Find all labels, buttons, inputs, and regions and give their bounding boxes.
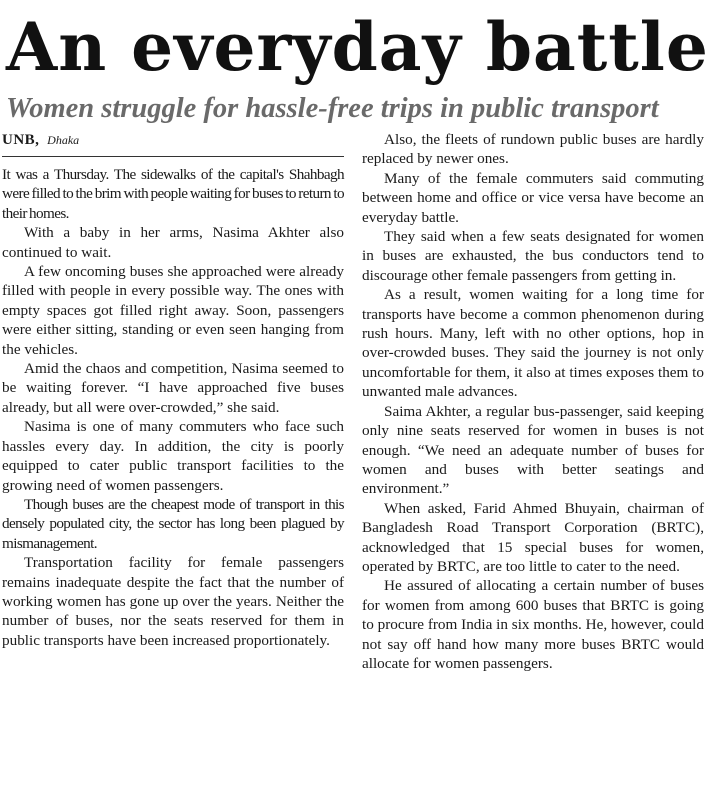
paragraph: Saima Akhter, a regular bus-passenger, said keeping only nine seats reserved for women in buses is not enough. “We need an adequate number of buses for women and buses with better seatings and environment.”	[362, 402, 704, 498]
paragraph: Transportation facility for female passengers remains inadequate despite the fact that the number of working women has gone up over the years. Neither the number of buses, nor the seats reserved for them in public transports have been increased proportionately.	[2, 554, 344, 649]
paragraph: With a baby in her arms, Nasima Akhter also continued to wait.	[2, 224, 344, 261]
byline	[2, 130, 344, 157]
paragraph: Many of the female commuters said commuting between home and office or vice versa have become an everyday battle.	[362, 169, 704, 226]
paragraph: Though buses are the cheapest mode of transport in this densely populated city, the sector has long been plagued by mismanagement.	[2, 495, 344, 552]
paragraph: Also, the fleets of rundown public buses are hardly replaced by newer ones.	[362, 131, 704, 168]
byline-agency: UNB,	[2, 132, 40, 148]
paragraph: As a result, women waiting for a long time for transports have become a common phenomenon during rush hours. Many, left with no other options, hop in over-crowded buses. They said the journey is not only uncomfortable for them, it also at times exposes them to unwanted male advances.	[362, 286, 704, 401]
headline: An everyday battle	[6, 8, 709, 86]
byline-location: Dhaka	[47, 133, 80, 147]
paragraph: When asked, Farid Ahmed Bhuyain, chairman of Bangladesh Road Transport Corporation (BRTC), acknowledged that 15 special buses for women, operated by BRTC, are too little to cater to the need.	[362, 499, 704, 575]
paragraph: They said when a few seats designated for women in buses are exhausted, the bus conductors tend to discourage other female passengers from getting in.	[362, 228, 704, 284]
paragraph: A few oncoming buses she approached were already filled with people in every possible way. The ones with empty spaces got filled right away. Soon, passengers were either sitting, standing or even seen hanging from the vehicles.	[2, 263, 344, 358]
subheadline: Women struggle for hassle-free trips in public transport	[6, 93, 659, 124]
left-column	[2, 130, 344, 650]
paragraph: Nasima is one of many commuters who face such hassles every day. In addition, the city is poorly equipped to cater public transport facilities to the growing need of women passengers.	[2, 418, 344, 494]
paragraph: It was a Thursday. The sidewalks of the capital's Shahbagh were filled to the brim with people waiting for buses to return to their homes.	[2, 166, 344, 222]
paragraph: He assured of allocating a certain number of buses for women from among 600 buses that BRTC is going to procure from India in six months. He, however, could not say off hand how many more buses BRTC would allocate for women passengers.	[362, 577, 704, 672]
right-column	[362, 130, 704, 673]
paragraph: Amid the chaos and competition, Nasima seemed to be waiting forever. “I have approached five buses already, but all were over-crowded,” she said.	[2, 360, 344, 416]
